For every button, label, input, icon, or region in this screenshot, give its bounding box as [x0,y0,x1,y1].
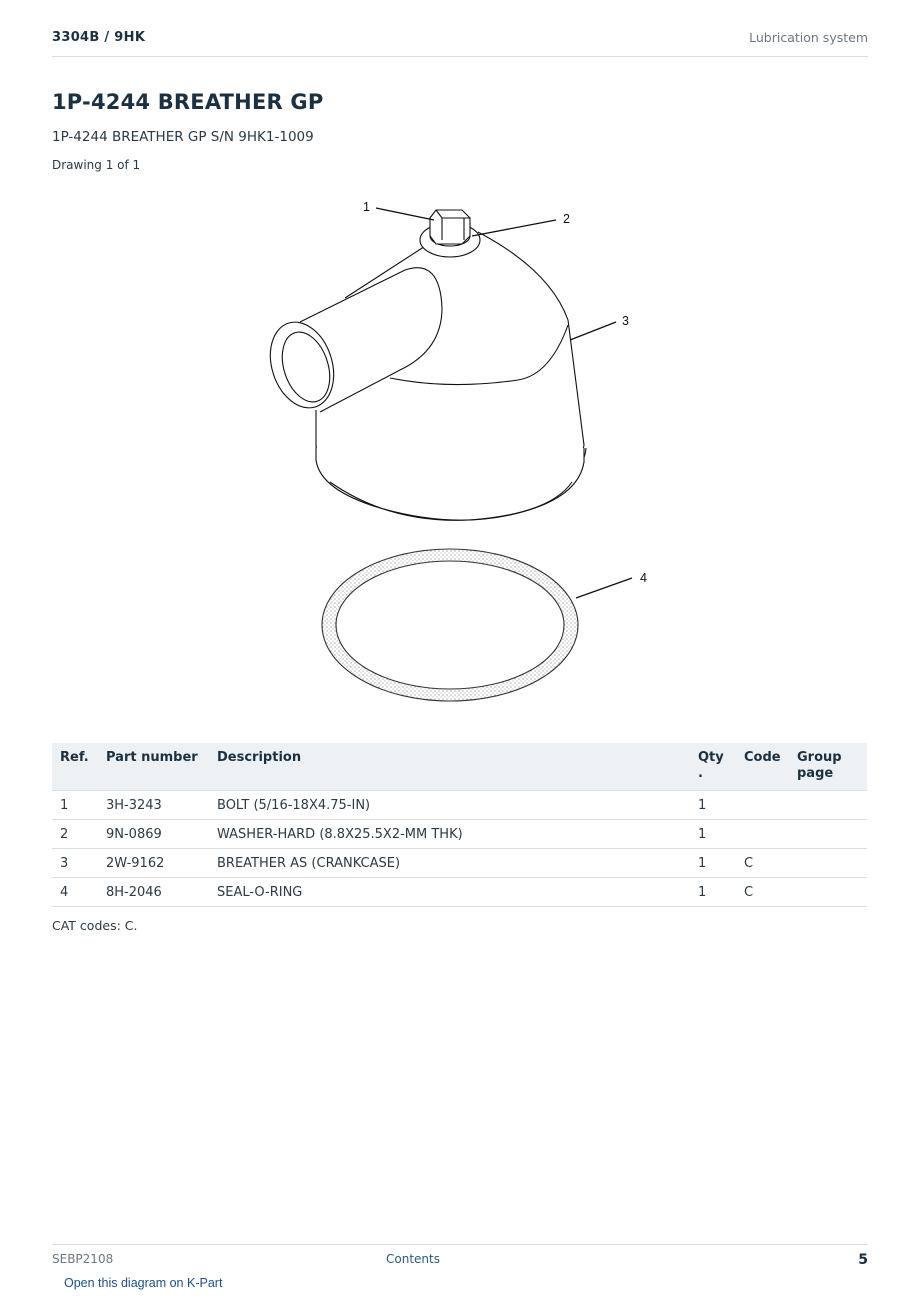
callout-2: 2 [563,212,570,226]
row-qty: 1 [690,791,736,820]
row-code: C [736,878,789,907]
row-description: SEAL-O-RING [209,878,690,907]
parts-table [52,743,867,907]
page-header [52,28,868,57]
row-ref: 2 [52,820,98,849]
page-number: 5 [858,1252,868,1268]
col-code: Code [736,743,789,791]
row-group-page [789,820,867,849]
col-ref: Ref. [52,743,98,791]
callout-3: 3 [622,314,629,328]
drawing-count: Drawing 1 of 1 [52,158,141,172]
row-ref: 3 [52,849,98,878]
table-row [52,849,867,878]
row-qty: 1 [690,820,736,849]
row-description: BOLT (5/16-18X4.75-IN) [209,791,690,820]
row-ref: 1 [52,791,98,820]
table-row [52,791,867,820]
table-header-row [52,743,867,791]
breather-exploded-diagram [250,190,670,710]
row-code: C [736,849,789,878]
row-part-number: 9N-0869 [98,820,209,849]
col-qty: Qty . [690,743,736,791]
section-name: Lubrication system [749,30,868,45]
row-part-number: 3H-3243 [98,791,209,820]
open-diagram-k-part-link[interactable]: Open this diagram on K-Part [64,1276,223,1290]
row-qty: 1 [690,878,736,907]
row-group-page [789,791,867,820]
table-row [52,878,867,907]
row-ref: 4 [52,878,98,907]
page-subtitle: 1P-4244 BREATHER GP S/N 9HK1-1009 [52,129,314,145]
table-row [52,820,867,849]
row-part-number: 2W-9162 [98,849,209,878]
row-code [736,791,789,820]
contents-link[interactable]: Contents [386,1252,440,1266]
page-title: 1P-4244 BREATHER GP [52,90,324,114]
model-serial-prefix: 3304B / 9HK [52,30,146,45]
row-group-page [789,878,867,907]
callout-4: 4 [640,571,647,585]
callout-1: 1 [363,200,370,214]
col-description: Description [209,743,690,791]
row-part-number: 8H-2046 [98,878,209,907]
row-description: WASHER-HARD (8.8X25.5X2-MM THK) [209,820,690,849]
footer-divider [52,1244,868,1246]
document-id: SEBP2108 [52,1252,114,1266]
col-part-number: Part number [98,743,209,791]
row-qty: 1 [690,849,736,878]
col-group-page: Group page [789,743,867,791]
row-description: BREATHER AS (CRANKCASE) [209,849,690,878]
row-group-page [789,849,867,878]
row-code [736,820,789,849]
cat-codes-note: CAT codes: C. [52,918,138,933]
